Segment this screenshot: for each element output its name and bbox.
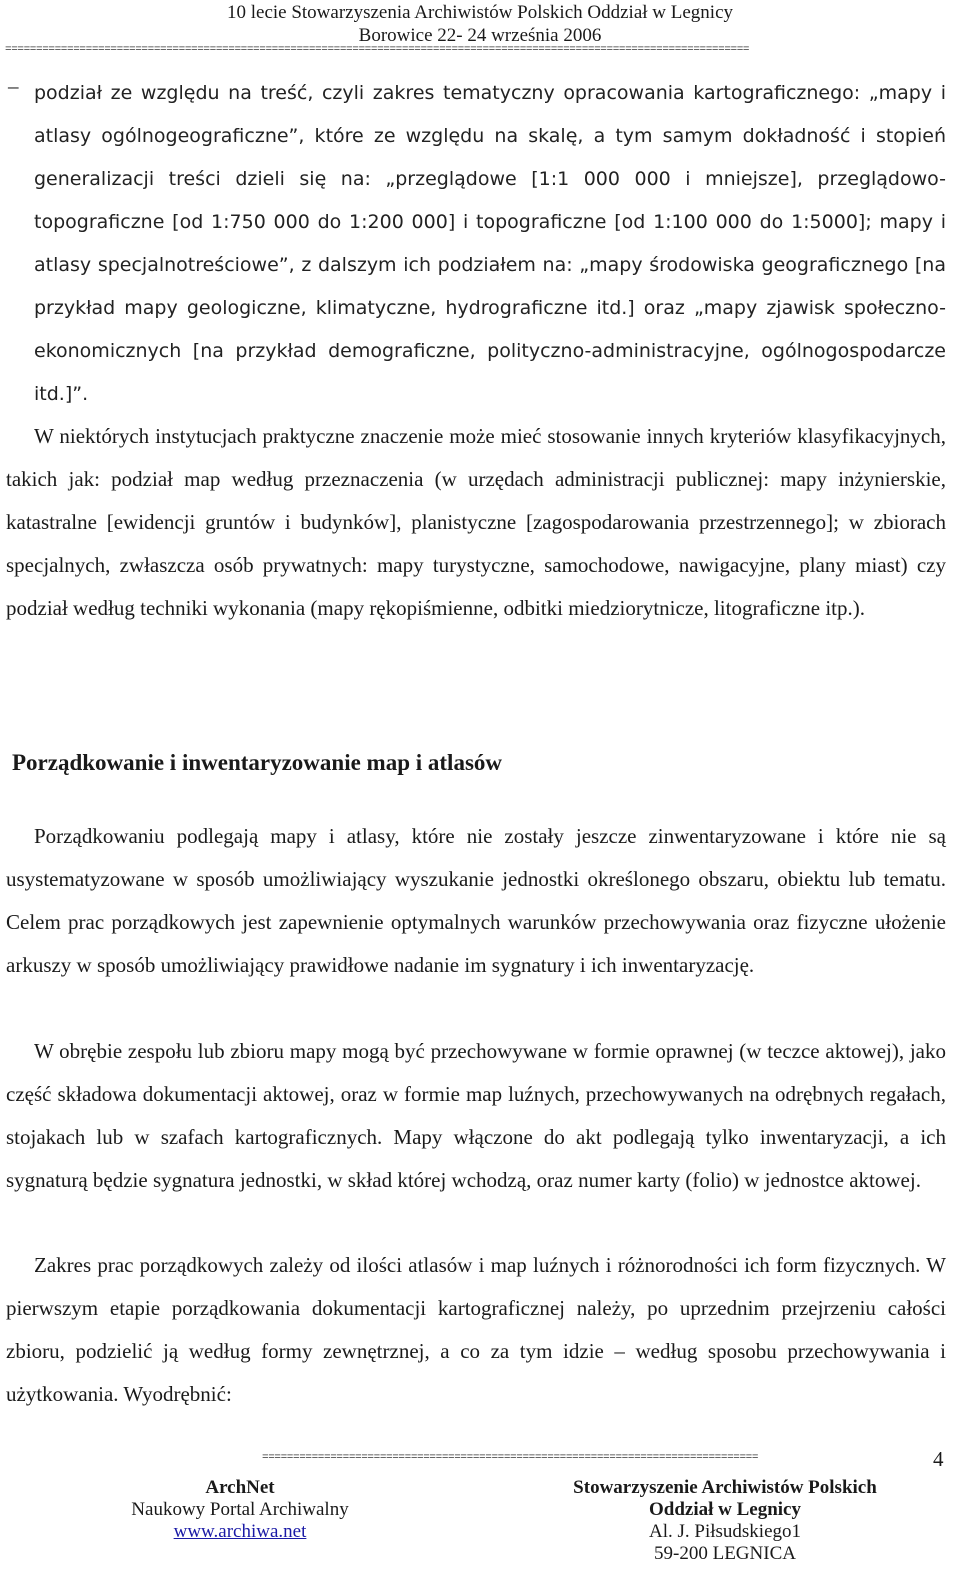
header-title: 10 lecie Stowarzyszenia Archiwistów Polskich Oddział w Legnicy [226, 2, 733, 23]
footer-org-name: Stowarzyszenie Archiwistów Polskich [573, 1477, 877, 1498]
paragraph-1 [6, 415, 946, 630]
header-date: Borowice 22- 24 września 2006 [358, 25, 602, 46]
footer-portal-link[interactable]: www.archiwa.net [173, 1521, 307, 1542]
footer-portal-name: ArchNet [205, 1477, 275, 1498]
section-heading: Porządkowanie i inwentaryzowanie map i atlasów [12, 750, 503, 775]
header-rule: ======================================================================================================================== [5, 45, 750, 55]
list-bullet: – [8, 74, 19, 98]
footer-org-branch: Oddział w Legnicy [648, 1499, 801, 1520]
list-item: podział ze względu na treść, czyli zakres tematyczny opracowania kartograficznego: „mapy i atlasy ogólnogeograficzne”, które ze względu na skalę, a tym samym dokładność i stopień generalizacji treści dzieli się na: „przeglądowe [1:1 000 000 i mniejsze], przeglądowo-topograficzne [od 1:750 000 do 1:200 000] i topograficzne [od 1:100 000 do 1:5000]; mapy i atlasy specjalnotreściowe”, z dalszym ich podziałem na: „mapy środowiska geograficznego [na przykład mapy geologiczne, klimatyczne, hydrograficzne itd.] oraz „mapy zjawisk społeczno-ekonomicznych [na przykład demograficzne, polityczno-administracyjne, ogólnogospodarcze itd.]”. [34, 82, 946, 405]
footer-right [555, 1477, 895, 1565]
paragraph-1-text: W niektórych instytucjach praktyczne znaczenie może mieć stosowanie innych kryteriów klasyfikacyjnych, takich jak: podział map według przeznaczenia (w urzędach administracji publicznej: mapy inżynierskie, katastralne [ewidencji gruntów i budynków], planistyczne [zagospodarowania przestrzennego]; w zbiorach specjalnych, zwłaszcza osób prywatnych: mapy turystyczne, samochodowe, nawigacyjne, plany miast) czy podział według techniki wykonania (mapy rękopiśmienne, odbitki miedziorytnicze, litograficzne itp.). [6, 424, 946, 620]
footer-address-line2: 59-200 LEGNICA [654, 1543, 796, 1564]
footer-left [115, 1477, 365, 1543]
footer-address-line1: Al. J. Piłsudskiego1 [648, 1521, 802, 1542]
footer-rule: ================================================================================ [262, 1453, 759, 1463]
paragraph-3 [6, 1030, 946, 1202]
paragraph-4 [6, 1244, 946, 1416]
paragraph-3-text: W obrębie zespołu lub zbioru mapy mogą być przechowywane w formie oprawnej (w teczce aktowej), jako część składowa dokumentacji aktowej, oraz w formie map luźnych, przechowywanych na odrębnych regałach, stojakach lub w szafach kartograficznych. Mapy włączone do akt podlegają tylko inwentaryzacji, a ich sygnaturą będzie sygnatura jednostki, w skład której wchodzą, oraz numer karty (folio) w jednostce aktowej. [6, 1039, 946, 1192]
paragraph-2 [6, 815, 946, 987]
paragraph-4-text: Zakres prac porządkowych zależy od ilości atlasów i map luźnych i różnorodności ich form fizycznych. W pierwszym etapie porządkowania dokumentacji kartograficznej należy, po uprzednim przejrzeniu całości zbioru, podzielić ją według formy zewnętrznej, a co za tym idzie – według sposobu przechowywania i użytkowania. Wyodrębnić: [6, 1253, 946, 1406]
paragraph-2-text: Porządkowaniu podlegają mapy i atlasy, które nie zostały jeszcze zinwentaryzowane i które nie są usystematyzowane w sposób umożliwiający wyszukanie jednostki określonego obszaru, obiektu lub tematu. Celem prac porządkowych jest zapewnienie optymalnych warunków przechowywania oraz fizyczne ułożenie arkuszy w sposób umożliwiający prawidłowe nadanie im sygnatury i ich inwentaryzację. [6, 824, 946, 977]
page-number: 4 [933, 1447, 944, 1471]
footer-portal-subtitle: Naukowy Portal Archiwalny [131, 1499, 349, 1520]
